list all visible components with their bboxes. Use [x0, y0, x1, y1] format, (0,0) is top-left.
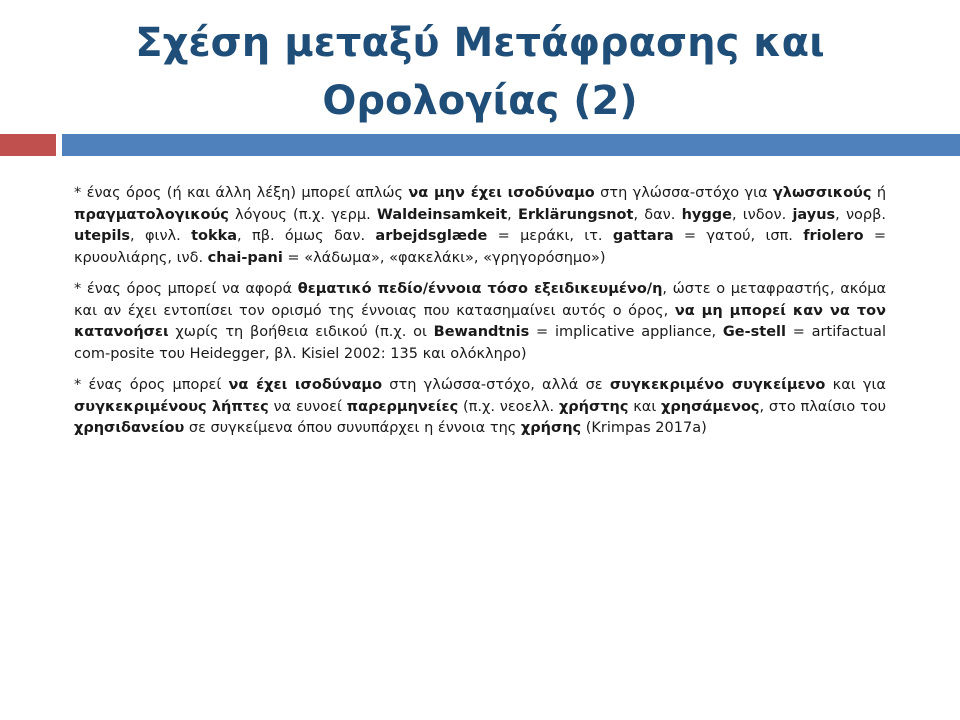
bold-term: utepils	[74, 228, 131, 244]
text-run: = «λάδωμα», «φακελάκι», «γρηγορόσημο»)	[282, 249, 606, 266]
text-run: , ώστε ο μεταφραστής, ακόμα και αν έχει εντοπίσει τον ορισμό της έννοιας που κατασημαίνει αυτός ο όρος,	[74, 281, 886, 319]
bold-term: jayus	[792, 206, 836, 223]
slide-title-line-1: Σχέση μεταξύ Μετάφρασης και	[135, 20, 825, 66]
text-run: , ινδον.	[731, 206, 793, 223]
text-run: = artifactual com-posite του Heidegger, βλ. Kisiel 2002: 135 και ολόκληρο)	[74, 324, 886, 362]
bold-term: friolero	[803, 228, 864, 244]
text-run: (Krimpas 2017a)	[581, 420, 707, 436]
bold-term: arbejdsglæde	[375, 228, 488, 244]
bold-term: παρερμηνείες	[346, 398, 459, 415]
bold-term: χρησάμενος	[661, 398, 760, 415]
text-run: * ένας όρος μπορεί	[74, 377, 229, 393]
text-run: (π.χ. νεοελλ.	[458, 398, 559, 415]
bold-term: gattara	[612, 228, 674, 244]
text-run: να ευνοεί	[268, 398, 347, 415]
bullet-paragraph	[74, 279, 886, 365]
text-run: ,	[507, 206, 518, 223]
bold-term: γλωσσικούς	[772, 185, 872, 201]
slide-title-line-2: Ορολογίας (2)	[322, 78, 638, 124]
bold-term: να μη μπορεί καν να τον κατανοήσει	[74, 302, 886, 340]
bold-term: Waldeinsamkeit	[376, 206, 508, 223]
bullet-paragraph	[74, 183, 886, 269]
slide-title	[60, 14, 900, 130]
bold-term: Ge-stell	[722, 324, 786, 340]
bold-term: chai-pani	[207, 249, 283, 266]
bold-term: hygge	[681, 206, 732, 223]
text-run: σε συγκείμενα όπου συνυπάρχει η έννοια της	[184, 420, 521, 436]
text-run: λόγους (π.χ. γερμ.	[228, 206, 377, 223]
text-run: , δαν.	[633, 206, 682, 223]
text-run: = κρυουλιάρης, ινδ.	[74, 228, 887, 266]
text-run: στη γλώσσα-στόχο, αλλά σε	[382, 377, 610, 393]
bold-term: θεματικό πεδίο/έννοια τόσο εξειδικευμένο/η	[297, 281, 663, 297]
text-run: = γατού, ισπ.	[673, 228, 804, 244]
bold-term: πραγματολογικούς	[74, 206, 229, 223]
bold-term: χρησιδανείου	[74, 420, 185, 436]
text-run: * ένας όρος (ή και άλλη λέξη) μπορεί απλώς	[74, 185, 409, 201]
text-run: = implicative appliance,	[529, 324, 723, 340]
bold-term: tokka	[191, 228, 238, 244]
text-run: , νορβ.	[835, 206, 886, 223]
accent-bar-blue	[62, 134, 960, 156]
text-run: και	[628, 398, 662, 415]
bold-term: συγκεκριμένο συγκείμενο	[609, 377, 826, 393]
text-run: * ένας όρος μπορεί να αφορά	[74, 281, 298, 297]
bold-term: συγκεκριμένους λήπτες	[74, 398, 269, 415]
text-run: στη γλώσσα-στόχο για	[594, 185, 773, 201]
text-run: , πβ. όμως δαν.	[237, 228, 376, 244]
text-run: ή	[871, 185, 887, 201]
text-run: χωρίς τη βοήθεια ειδικού (π.χ. οι	[168, 324, 434, 340]
bold-term: Bewandtnis	[433, 324, 530, 340]
bold-term: χρήστης	[558, 398, 629, 415]
text-run: και για	[825, 377, 886, 393]
accent-bar-red	[0, 134, 56, 156]
slide-body	[74, 183, 886, 450]
text-run: , φινλ.	[130, 228, 192, 244]
text-run: = μεράκι, ιτ.	[487, 228, 613, 244]
bullet-paragraph	[74, 375, 886, 440]
bold-term: να έχει ισοδύναμο	[228, 377, 383, 393]
bold-term: να μην έχει ισοδύναμο	[408, 185, 595, 201]
bold-term: Erklärungsnot	[517, 206, 634, 223]
bold-term: χρήσης	[520, 420, 582, 436]
text-run: , στο πλαίσιο του	[759, 398, 886, 415]
